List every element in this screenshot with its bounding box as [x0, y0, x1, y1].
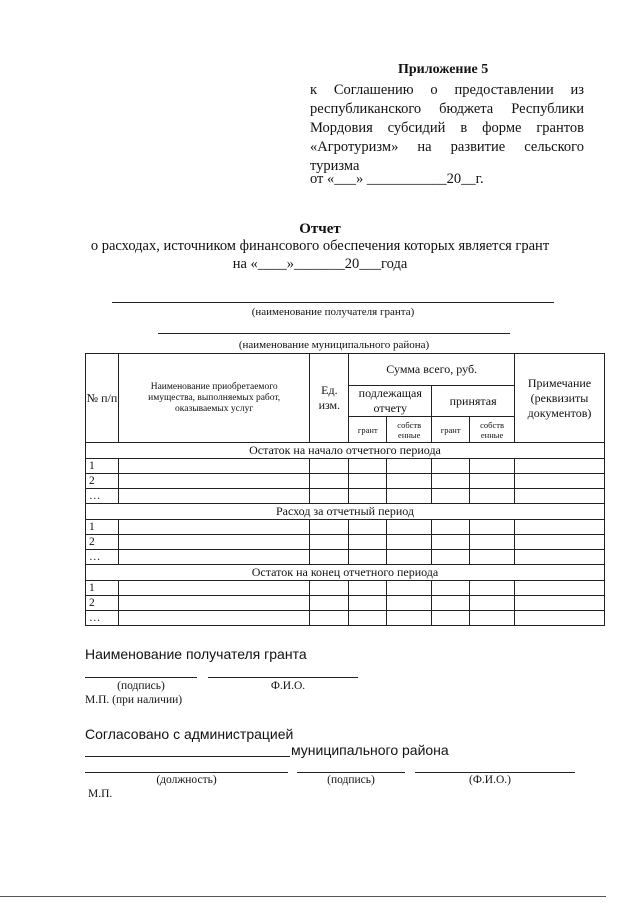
appendix-subtitle-line-1: к Соглашению о предоставлении из: [310, 82, 584, 98]
recipient-name-caption: (наименование получателя гранта): [251, 306, 415, 318]
table-cell[interactable]: [387, 581, 432, 596]
appendix-subtitle-line-5: туризма: [310, 158, 360, 174]
table-cell[interactable]: [118, 489, 310, 504]
table-cell[interactable]: [515, 474, 605, 489]
table-cell[interactable]: [515, 550, 605, 565]
table-cell[interactable]: [470, 550, 515, 565]
col-header-accepted: принятая: [432, 386, 515, 417]
table-cell[interactable]: [432, 459, 470, 474]
recipient-label: Наименование получателя гранта: [85, 646, 307, 662]
section-opening-balance: Остаток на начало отчетного периода: [86, 443, 605, 459]
table-cell[interactable]: [118, 611, 310, 626]
col-header-own-1: собств енные: [387, 417, 432, 443]
recipient-signature-line[interactable]: [85, 677, 197, 678]
table-cell[interactable]: [349, 489, 387, 504]
table-row: [86, 550, 605, 565]
official-fio-caption: (Ф.И.О.): [469, 774, 511, 786]
table-cell[interactable]: [432, 489, 470, 504]
table-cell[interactable]: [118, 596, 310, 611]
table-row: [86, 596, 605, 611]
row-number: …: [86, 550, 119, 565]
table-cell[interactable]: [387, 550, 432, 565]
page-footer-rule: [0, 896, 606, 897]
row-number: 2: [86, 474, 119, 489]
col-header-note: Примечание (реквизиты документов): [515, 354, 605, 443]
table-cell[interactable]: [515, 596, 605, 611]
table-row: [86, 535, 605, 550]
table-cell[interactable]: [387, 489, 432, 504]
table-row: [86, 520, 605, 535]
table-cell[interactable]: [310, 596, 349, 611]
report-table: [85, 353, 605, 626]
table-row: [86, 459, 605, 474]
report-title: Отчет: [299, 221, 341, 237]
col-header-sum: Сумма всего, руб.: [349, 354, 515, 386]
table-cell[interactable]: [515, 489, 605, 504]
table-cell[interactable]: [349, 596, 387, 611]
table-cell[interactable]: [118, 474, 310, 489]
report-date-line: на «____»_______20___года: [232, 256, 408, 272]
table-cell[interactable]: [432, 474, 470, 489]
col-header-number: № п/п: [86, 354, 119, 443]
table-cell[interactable]: [118, 550, 310, 565]
appendix-title: Приложение 5: [398, 62, 489, 77]
table-cell[interactable]: [310, 611, 349, 626]
table-cell[interactable]: [470, 474, 515, 489]
col-header-subject-to-report: подлежащая отчету: [349, 386, 432, 417]
agreed-label: Согласовано с администрацией: [85, 726, 294, 742]
table-cell[interactable]: [432, 520, 470, 535]
table-cell[interactable]: [310, 489, 349, 504]
table-cell[interactable]: [310, 550, 349, 565]
col-header-grant-1: грант: [349, 417, 387, 443]
table-cell[interactable]: [387, 535, 432, 550]
stamp-optional-label: М.П. (при наличии): [85, 694, 183, 706]
table-cell[interactable]: [387, 611, 432, 626]
table-cell[interactable]: [118, 535, 310, 550]
position-line[interactable]: [85, 772, 288, 773]
table-cell[interactable]: [470, 489, 515, 504]
district-name-caption: (наименование муниципального района): [238, 339, 430, 351]
table-cell[interactable]: [432, 611, 470, 626]
table-cell[interactable]: [349, 474, 387, 489]
table-cell[interactable]: [470, 535, 515, 550]
row-number: 1: [86, 520, 119, 535]
table-cell[interactable]: [310, 581, 349, 596]
section-closing-balance: Остаток на конец отчетного периода: [86, 565, 605, 581]
administration-line[interactable]: [85, 756, 290, 757]
table-cell[interactable]: [349, 459, 387, 474]
table-cell[interactable]: [432, 581, 470, 596]
table-cell[interactable]: [310, 474, 349, 489]
table-cell[interactable]: [470, 520, 515, 535]
table-cell[interactable]: [387, 596, 432, 611]
row-number: 1: [86, 459, 119, 474]
table-cell[interactable]: [432, 535, 470, 550]
row-number: 1: [86, 581, 119, 596]
table-cell[interactable]: [515, 535, 605, 550]
col-header-grant-2: грант: [432, 417, 470, 443]
appendix-date-line: от «___» ___________20__г.: [310, 171, 484, 187]
table-cell[interactable]: [310, 520, 349, 535]
table-row: [86, 489, 605, 504]
table-cell[interactable]: [515, 581, 605, 596]
col-header-own-2: собств енные: [470, 417, 515, 443]
appendix-subtitle-line-2: республиканского бюджета Республики: [310, 101, 584, 117]
table-cell[interactable]: [470, 596, 515, 611]
table-cell[interactable]: [310, 459, 349, 474]
table-cell[interactable]: [349, 611, 387, 626]
table-cell[interactable]: [432, 550, 470, 565]
table-row: [86, 611, 605, 626]
table-cell[interactable]: [432, 596, 470, 611]
row-number: 2: [86, 596, 119, 611]
col-header-name: Наименование приобретаемого имущества, выполняемых работ, оказываемых услуг: [118, 354, 310, 443]
table-cell[interactable]: [310, 535, 349, 550]
appendix-subtitle-line-3: Мордовия субсидий в форме грантов: [310, 120, 584, 136]
table-row: [86, 581, 605, 596]
table-cell[interactable]: [515, 520, 605, 535]
section-period-expense: Расход за отчетный период: [86, 504, 605, 520]
stamp-label: М.П.: [88, 788, 113, 800]
table-cell[interactable]: [349, 550, 387, 565]
table-cell[interactable]: [515, 459, 605, 474]
fio-caption: Ф.И.О.: [270, 680, 306, 692]
table-cell[interactable]: [470, 581, 515, 596]
table-cell[interactable]: [387, 474, 432, 489]
report-subtitle: о расходах, источником финансового обеспечения которых является грант: [90, 238, 550, 254]
table-cell[interactable]: [387, 459, 432, 474]
table-cell[interactable]: [118, 520, 310, 535]
table-cell[interactable]: [349, 581, 387, 596]
row-number: 2: [86, 535, 119, 550]
district-name-line[interactable]: [158, 333, 510, 334]
official-signature-caption: (подпись): [327, 774, 375, 786]
col-header-unit: Ед. изм.: [310, 354, 349, 443]
table-row: [86, 474, 605, 489]
recipient-fio-line[interactable]: [208, 677, 358, 678]
table-cell[interactable]: [387, 520, 432, 535]
table-cell[interactable]: [515, 611, 605, 626]
signature-caption: (подпись): [117, 680, 165, 692]
official-signature-line[interactable]: [297, 772, 405, 773]
district-suffix: муниципального района: [291, 742, 449, 758]
table-cell[interactable]: [118, 459, 310, 474]
table-cell[interactable]: [470, 611, 515, 626]
table-cell[interactable]: [349, 520, 387, 535]
appendix-subtitle-line-4: «Агротуризм» на развитие сельского: [310, 139, 584, 155]
row-number: …: [86, 489, 119, 504]
position-caption: (должность): [156, 774, 217, 786]
official-fio-line[interactable]: [415, 772, 575, 773]
table-cell[interactable]: [118, 581, 310, 596]
recipient-name-line[interactable]: [112, 302, 554, 303]
row-number: …: [86, 611, 119, 626]
table-cell[interactable]: [349, 535, 387, 550]
table-cell[interactable]: [470, 459, 515, 474]
